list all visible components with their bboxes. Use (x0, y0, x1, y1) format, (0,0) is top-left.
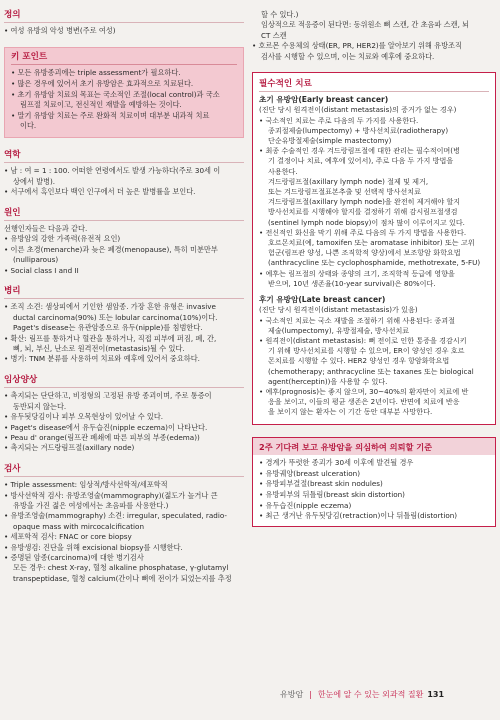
pathology-line: ductal carcinoma(90%) 또는 lobular carcinoma(10%)이다. (13, 312, 218, 322)
pathology-section (4, 286, 244, 365)
late-cancer-title: 후기 유방암(Late breast cancer) (259, 295, 386, 305)
late-line: (chemotherapy; anthracycline 또는 taxanes 또는 biological (268, 366, 474, 376)
clinical-line: • Paget's disease에서 유두습진(nipple eczema)이 나타난다. (4, 422, 208, 432)
tests-line: • 유방생검: 진단을 위해 excisional biopsy를 시행한다. (4, 542, 183, 552)
cause-line: 선행인자들은 다음과 같다. (4, 224, 88, 233)
pathology-line: • 조직 소견: 샘상피에서 기인한 샘암종. 가장 흔한 유형은 invasive (4, 302, 216, 312)
tests-line: • Triple assessment: 임상적/방사선학적/세포학적 (4, 480, 168, 490)
right-column (252, 10, 496, 527)
key-points-box (4, 47, 244, 138)
early-line: 기 결정이나 치료, 예후에 있어서), 주로 다음 두 가지 방법을 (268, 156, 454, 166)
tests-line: • 증명된 암종(carcinoma)에 대한 병기검사 (4, 552, 144, 562)
tests-line: 모든 경우: chest X-ray, 혈청 alkaline phosphatase, γ-glutamyl (13, 563, 229, 573)
tests-cont-line: 임상적으로 적응증이 된다면: 동위원소 뼈 스캔, 간 초음파 스캔, 뇌 (261, 20, 470, 30)
key-point-line: • 많은 경우에 있어서 초기 유방암은 효과적으로 치료된다. (11, 79, 194, 88)
early-line: (진단 당시 원격전이(distant metastasis)의 증거가 없는 경우) (259, 105, 457, 115)
cause-line: • 유방암의 강한 가족력(유전적 요인) (4, 234, 121, 244)
referral-criteria-box (252, 437, 496, 527)
early-line: • 전신적인 화신을 막기 위해 주로 다음의 두 가지 방법을 사용한다. (259, 227, 467, 237)
early-line: (anthracycline 또는 cyclophosphamide, methotrexate, 5-FU) (268, 258, 481, 268)
tests-section (4, 464, 244, 584)
definition-line: • 여성 유방의 악성 병변(주로 여성) (4, 26, 116, 36)
late-line: agent(herceptin))을 사용할 수 있다. (268, 376, 388, 386)
cause-section (4, 208, 244, 276)
pathology-title: 병리 (4, 286, 244, 299)
late-line: • 예후(prognosis)는 좋지 않으며, 30~40%의 환자만이 치료에 반 (259, 386, 469, 396)
early-line: 겨드랑림프절(axillary lymph node) 절제 및 제거, (268, 176, 429, 186)
tests-cont-line: 할 수 있다.) (261, 10, 299, 19)
tests-title: 검사 (4, 464, 244, 477)
referral-line: • 경계가 뚜렷한 종괴가 30세 이후에 발견될 경우 (259, 458, 414, 468)
referral-line: • 최근 생겨난 유두됫당김(retraction)이나 뒤틀림(distortion) (259, 511, 458, 521)
early-line: 겨드랑림프절(axillary lymph node)을 완전히 제거해야 할지 (268, 197, 461, 207)
late-line: • 국소적인 치료는 국소 재발을 조절하기 위해 사용된다: 종괴절 (259, 315, 455, 325)
page-number: 131 (427, 690, 445, 699)
treatment-title: 필수적인 치료 (259, 79, 489, 92)
key-point-line: • 모든 유방종괴에는 triple assessment가 필요하다. (11, 68, 181, 78)
early-line: • 최종 수술적인 경우 겨드랑림프절에 대한 관리는 필수적이며(병 (259, 146, 460, 156)
clinical-line: • Peau d' orange(림프관 폐쇄에 따른 피부의 부종(edema)) (4, 432, 200, 442)
footer-divider: | (309, 690, 312, 699)
tests-line: 유방을 가진 젊은 여성에서는 초음파를 사용한다.) (13, 500, 169, 510)
early-line: 험군(림프관 양성, 나쁜 조직학적 양상)에서 보조항암 화학요법 (268, 248, 461, 258)
tests-cont-line: • 호르몬 수용체의 상태(ER, PR, HER2)를 알아보기 위해 유방조직 (252, 41, 462, 51)
tests-line: opaque mass with mircocalcification (13, 521, 144, 531)
tests-cont-line: CT 스캔 (261, 30, 287, 40)
late-line: 응을 보이고, 이들의 평균 생존은 2년이다. 반면에 치료에 반응 (268, 397, 460, 407)
treatment-box (252, 72, 496, 425)
early-line: 단순유방절제술(simple mastectomy) (268, 136, 392, 146)
left-column (4, 10, 244, 594)
clinical-line: • 촉지되는 겨드랑림프절(axillary node) (4, 443, 135, 453)
late-line: 을 보이지 않는 환자는 이 기간 동안 대부분 사망한다. (268, 407, 433, 417)
page-footer (280, 689, 490, 700)
tests-line: • 방사선학적 검사: 유방조영술(mammography)(젊도가 높거나 큰 (4, 490, 218, 500)
definition-section (4, 10, 244, 37)
footer-book-title: 한눈에 알 수 있는 외과적 질환 (317, 690, 424, 699)
clinical-section (4, 375, 244, 454)
early-line: 방사선치료를 시행해야 할지를 결정하기 위해 감시림프절생검 (268, 207, 458, 217)
epidemiology-title: 역학 (4, 150, 244, 163)
tests-cont-line: 검사를 시행할 수 있으며, 이는 치료와 예후에 중요하다. (261, 51, 435, 61)
referral-line: • 유방피부결절(breast skin nodules) (259, 479, 383, 489)
early-cancer-title: 초기 유방암(Early breast cancer) (259, 95, 389, 105)
epidemiology-line: • 서구에서 흑인보다 백인 인구에서 더 높은 발병률을 보인다. (4, 187, 196, 197)
pathology-line: • 확산: 림프를 통하거나 혈관을 통하거나, 직접 피부에 퍼짐, 폐, 간, (4, 333, 217, 343)
tests-line: • 세포학적 검사: FNAC or core biopsy (4, 532, 132, 542)
pathology-line: • 병기: TNM 분류를 사용하여 치료와 예후에 있어서 중요하다. (4, 354, 200, 364)
cause-line: • Social class I and II (4, 265, 79, 275)
epidemiology-section (4, 150, 244, 198)
late-line: • 원격전이(distant metastasis): 뼈 전이로 인한 통증을 경감시키 (259, 335, 467, 345)
epidemiology-line: • 남 : 여 = 1 : 100. 어떠한 연령에서도 발생 가능하다(주로 30세 이 (4, 166, 221, 176)
early-line: • 예후는 림프절의 상태와 종양의 크기, 조직학적 등급에 영향을 (259, 268, 455, 278)
epidemiology-line: 상에서 발병). (13, 176, 56, 186)
cause-title: 원인 (4, 208, 244, 221)
referral-line: • 유두습진(nipple eczema) (259, 500, 352, 510)
early-line: 또는 겨드랑림프절표본추출 및 선택적 방사선치료 (268, 187, 421, 197)
referral-line: • 유방피부의 뒤틀림(breast skin distortion) (259, 489, 405, 499)
pathology-line: Paget's disease는 유관암종으로 유두(nipple)를 침범한다. (13, 323, 203, 333)
tests-line: transpeptidase, 혈청 calcium(간이나 뼈에 전이가 되었는지를 추정 (13, 573, 232, 583)
key-point-line: • 초기 유방암 치료의 목표는 국소적인 조절(local control)과 국소 (11, 89, 220, 99)
key-point-line: 림프절 치료이고, 전신적인 재발을 예방하는 것이다. (20, 100, 182, 110)
tests-line: • 유방조영술(mammography) 소견: irregular, speculated, radio- (4, 511, 227, 521)
footer-chapter: 유방암 (280, 690, 304, 699)
referral-line: • 유방궤양(breast ulceration) (259, 468, 360, 478)
early-line: 사용한다. (268, 166, 298, 176)
cause-line: • 이른 초경(menarche)과 늦은 폐경(menopause), 특히 미분만부 (4, 244, 218, 254)
late-line: 기 위해 방사선치료를 시행할 수 있으며, ER이 양성인 경우 호르 (268, 346, 465, 356)
late-line: 제술(lumpectomy), 유방절제술, 방사선치료 (268, 325, 410, 335)
key-point-line: 이다. (20, 121, 37, 131)
clinical-title: 임상양상 (4, 375, 244, 388)
clinical-line: 동반되지 않는다. (13, 401, 67, 411)
tests-continued (252, 10, 496, 62)
key-point-line: • 말기 유방암 치료는 주로 완화적 치료이며 대부분 내과적 치료 (11, 110, 210, 120)
early-line: 종괴절제술(lumpectomy) + 방사선치료(radiotherapy) (268, 125, 449, 135)
clinical-line: • 촉지되는 단단하고, 비정형의 고정된 유방 종괴이며, 주로 통증이 (4, 391, 212, 401)
cause-line: (nulliparous) (13, 255, 59, 265)
early-line: • 국소적인 치료는 주로 다음의 두 가지를 사용한다. (259, 115, 419, 125)
early-line: 받으며, 10년 생존율(10-year survival)은 80%이다. (268, 278, 436, 288)
referral-criteria-title: 2주 기다려 보고 유방암을 의심하여 의뢰할 기준 (253, 438, 495, 456)
definition-title: 정의 (4, 10, 244, 23)
clinical-line: • 유두됫당김이나 피부 오목현상이 있어날 수 있다. (4, 412, 164, 422)
late-line: (진단 당시 원격전이(distant metastasis)가 있음) (259, 305, 418, 315)
early-line: (sentinel lymph node biopsy)이 점차 많이 이루어지고 있다. (268, 217, 465, 227)
late-line: 몬치료를 시행할 수 있다. HER2 양성인 경우 항암화학요법 (268, 356, 450, 366)
pathology-line: 뼈, 뇌, 부신, 난소로 원격전이(metastasis)될 수 있다. (13, 344, 185, 354)
early-line: 호르몬치료(예, tamoxifen 또는 aromatase inhibitor) 또는 고위 (268, 238, 475, 248)
key-points-title: 키 포인트 (11, 52, 237, 66)
